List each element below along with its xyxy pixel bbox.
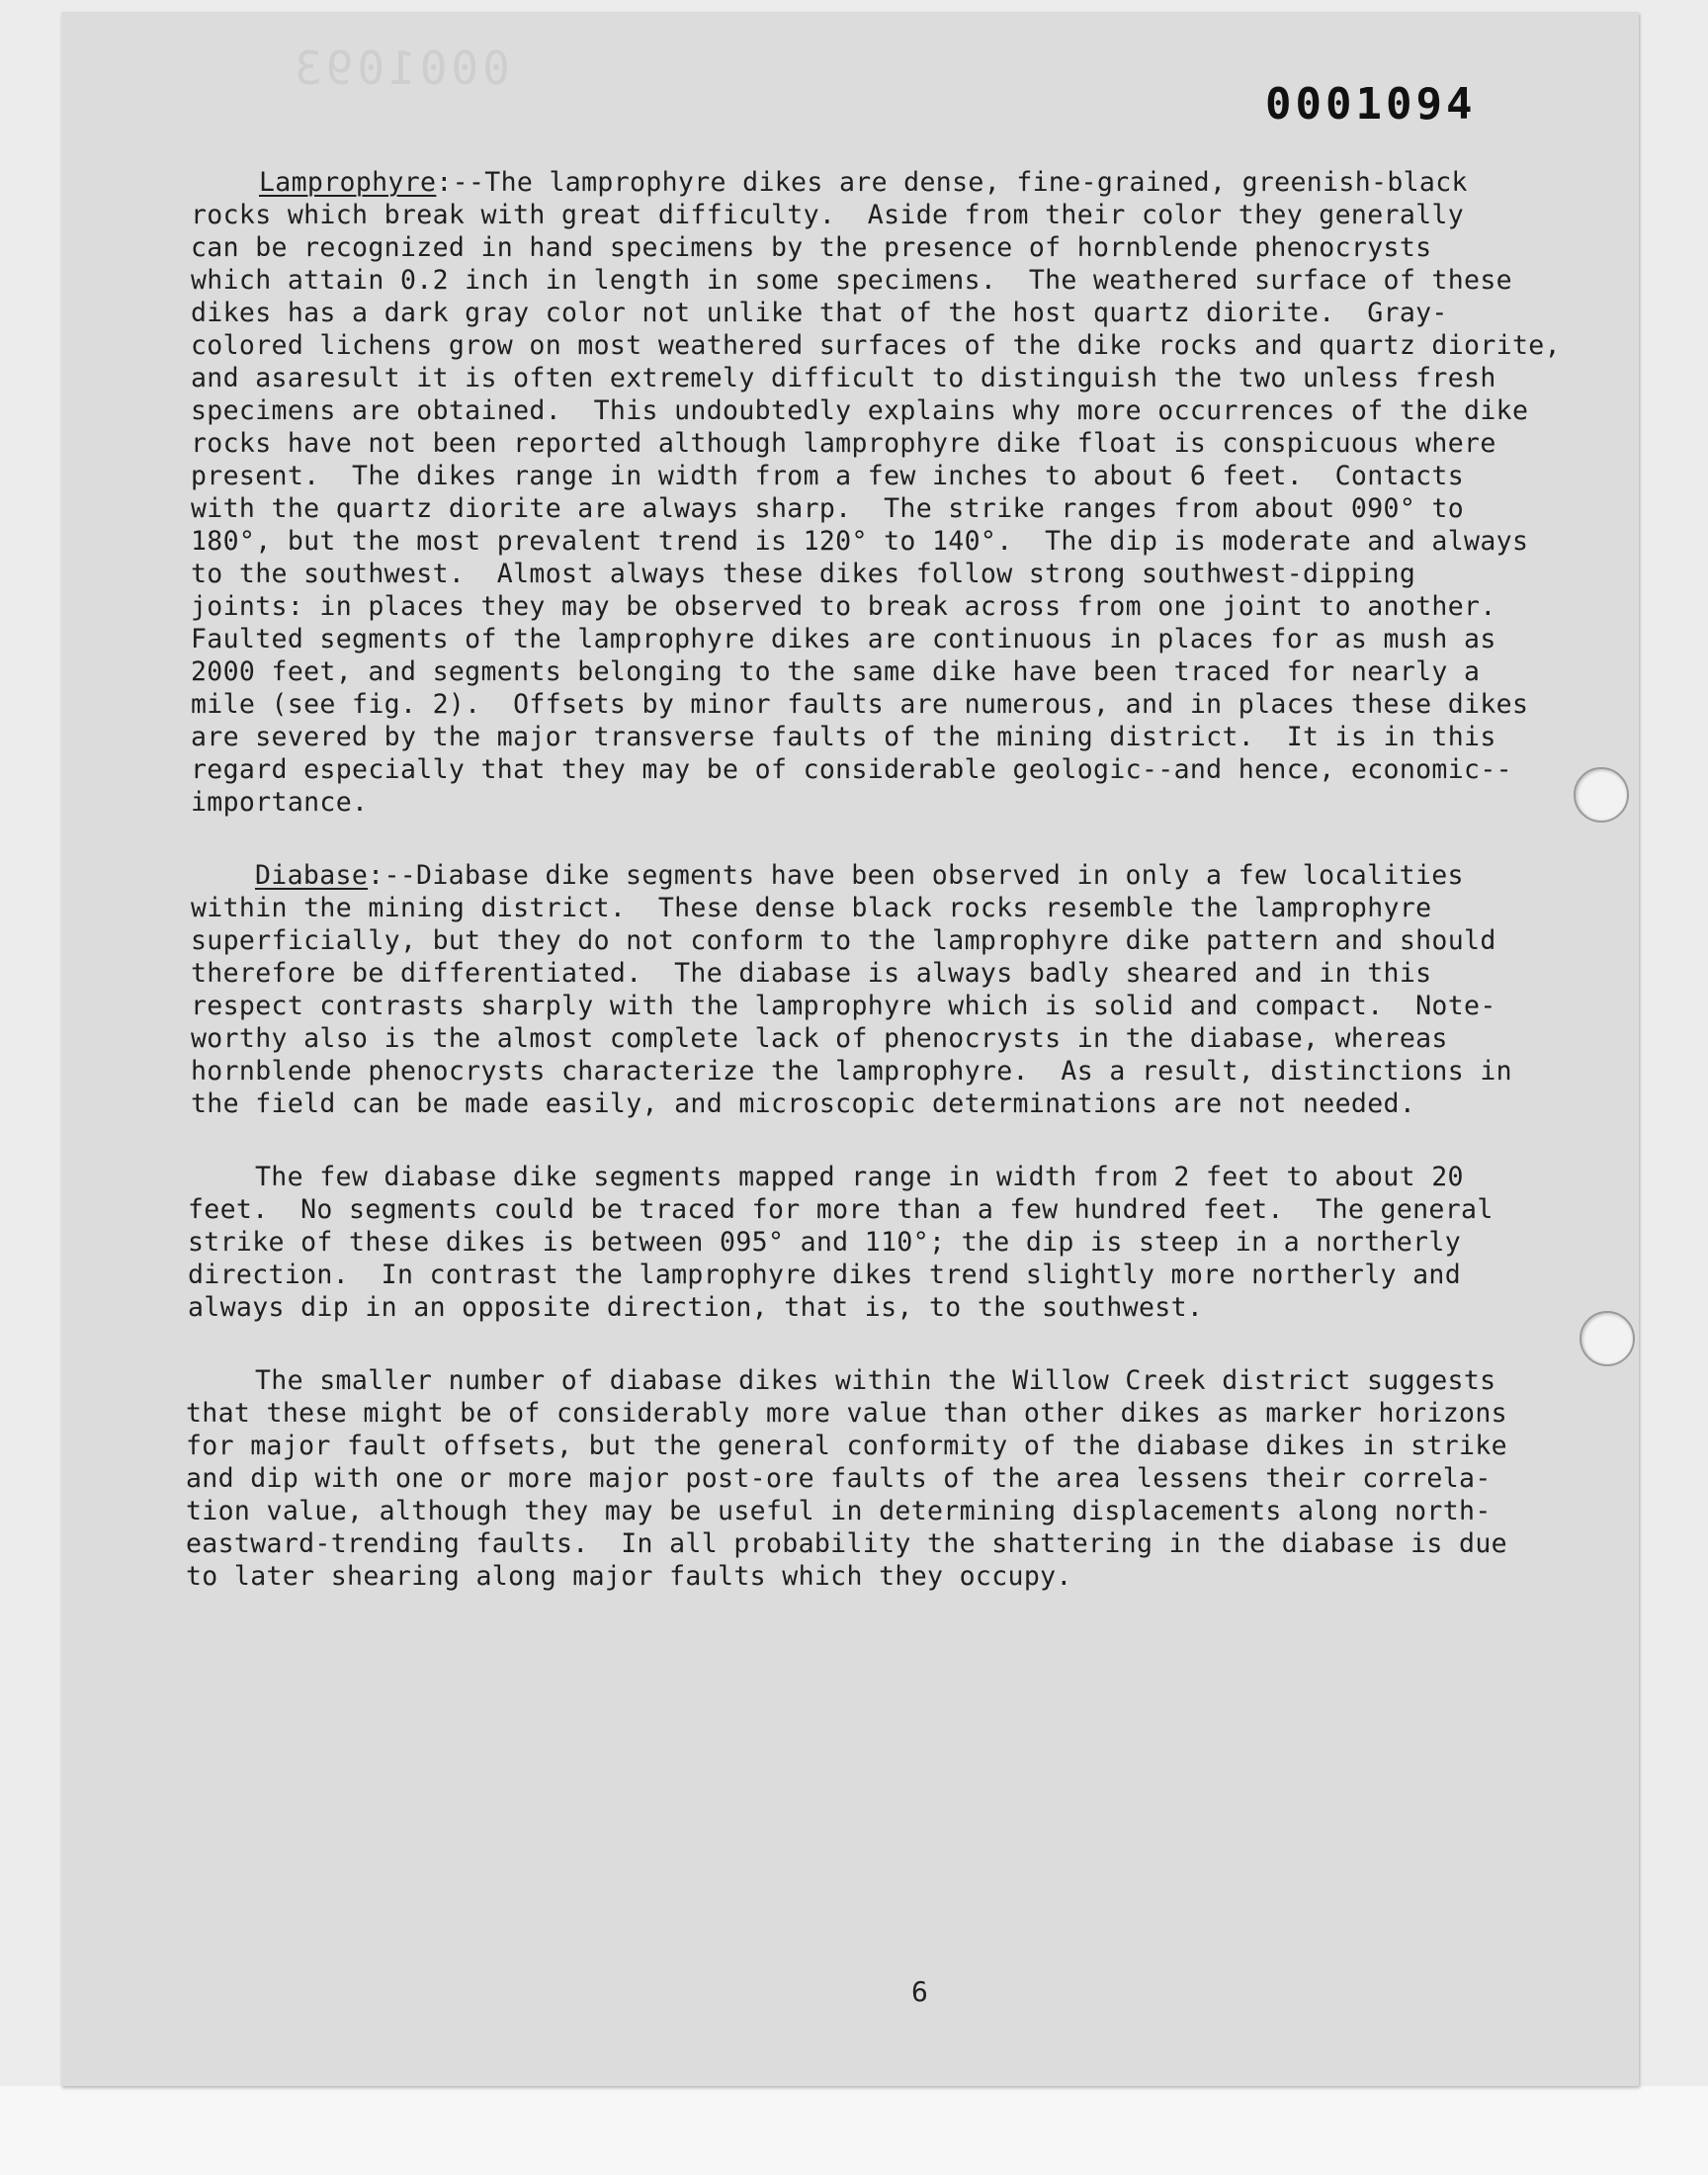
paragraph-line: the field can be made easily, and microscopic determinations are not needed. [191,1088,1416,1119]
page-number: 6 [911,1975,928,2008]
paragraph-line: are severed by the major transverse faults of the mining district. It is in this [191,722,1496,752]
paragraph-line: 2000 feet, and segments belonging to the same dike have been traced for nearly a [191,656,1481,687]
paragraph-line: tion value, although they may be useful in determining displacements along north- [186,1496,1492,1526]
paragraph-line: superficially, but they do not conform to the lamprophyre dike pattern and should [191,925,1496,956]
paragraph-line: always dip in an opposite direction, that is, to the southwest. [188,1292,1204,1323]
paragraph-line: regard especially that they may be of considerable geologic--and hence, economic-- [191,754,1512,785]
paragraph-line: respect contrasts sharply with the lamprophyre which is solid and compact. Note- [191,991,1496,1021]
punch-hole [1580,1311,1635,1366]
paragraph-line: rocks have not been reported although lamprophyre dike float is conspicuous where [191,428,1496,459]
document-page [61,12,1639,2086]
paragraph-line: within the mining district. These dense black rocks resemble the lamprophyre [191,893,1432,923]
paragraph-line: rocks which break with great difficulty. Aside from their color they generally [191,200,1465,230]
paragraph-line: therefore be differentiated. The diabase is always badly sheared and in this [191,958,1432,989]
paragraph-line: direction. In contrast the lamprophyre dikes trend slightly more northerly and [188,1260,1462,1290]
punch-hole [1574,767,1629,823]
paragraph-line: for major fault offsets, but the general conformity of the diabase dikes in strike [186,1431,1507,1461]
paragraph-line: Diabase:--Diabase dike segments have been observed in only a few localities [255,860,1464,891]
paragraph-line: to the southwest. Almost always these dikes follow strong southwest-dipping [191,559,1416,589]
paragraph-line: present. The dikes range in width from a few inches to about 6 feet. Contacts [191,461,1465,491]
paragraph-line: joints: in places they may be observed to break across from one joint to another. [191,591,1496,622]
section-heading-lamprophyre: Lamprophyre [259,167,437,198]
paragraph-line: colored lichens grow on most weathered surfaces of the dike rocks and quartz diorite, [191,330,1561,361]
paragraph-line: Faulted segments of the lamprophyre dikes are continuous in places for as mush as [191,624,1496,654]
paragraph-line: strike of these dikes is between 095° and 110°; the dip is steep in a northerly [188,1227,1462,1258]
paragraph-line: feet. No segments could be traced for more than a few hundred feet. The general [188,1194,1494,1225]
paragraph-line: worthy also is the almost complete lack of phenocrysts in the diabase, whereas [191,1023,1448,1054]
paragraph-line: specimens are obtained. This undoubtedly explains why more occurrences of the dike [191,395,1529,426]
paragraph-line: hornblende phenocrysts characterize the lamprophyre. As a result, distinctions in [191,1056,1512,1087]
paragraph-line: 180°, but the most prevalent trend is 120° to 140°. The dip is moderate and always [191,526,1529,557]
paragraph-line: and dip with one or more major post-ore faults of the area lessens their correla- [186,1463,1492,1494]
paragraph-line: mile (see fig. 2). Offsets by minor faults are numerous, and in places these dikes [191,689,1529,720]
document-number: 0001094 [1265,79,1477,130]
paragraph-line: Lamprophyre:--The lamprophyre dikes are dense, fine-grained, greenish-black [259,167,1468,198]
paragraph-line: importance. [191,787,369,818]
paragraph-line: which attain 0.2 inch in length in some specimens. The weathered surface of these [191,265,1512,296]
paragraph-line: to later shearing along major faults which they occupy. [186,1561,1072,1592]
paragraph-line: The few diabase dike segments mapped range in width from 2 feet to about 20 [255,1162,1464,1192]
scan-background [0,2086,1708,2175]
section-heading-diabase: Diabase [255,860,369,891]
paragraph-line: and asaresult it is often extremely difficult to distinguish the two unless fresh [191,363,1496,393]
paragraph-line: The smaller number of diabase dikes within the Willow Creek district suggests [255,1365,1496,1396]
paragraph-line: that these might be of considerably more value than other dikes as marker horizons [186,1398,1507,1429]
paragraph-line: dikes has a dark gray color not unlike that of the host quartz diorite. Gray- [191,298,1448,328]
paragraph-line: with the quartz diorite are always sharp. The strike ranges from about 090° to [191,493,1465,524]
bleed-through-number: 0001093 [291,42,510,95]
paragraph-line: can be recognized in hand specimens by the presence of hornblende phenocrysts [191,232,1432,263]
paragraph-line: eastward-trending faults. In all probability the shattering in the diabase is due [186,1528,1507,1559]
